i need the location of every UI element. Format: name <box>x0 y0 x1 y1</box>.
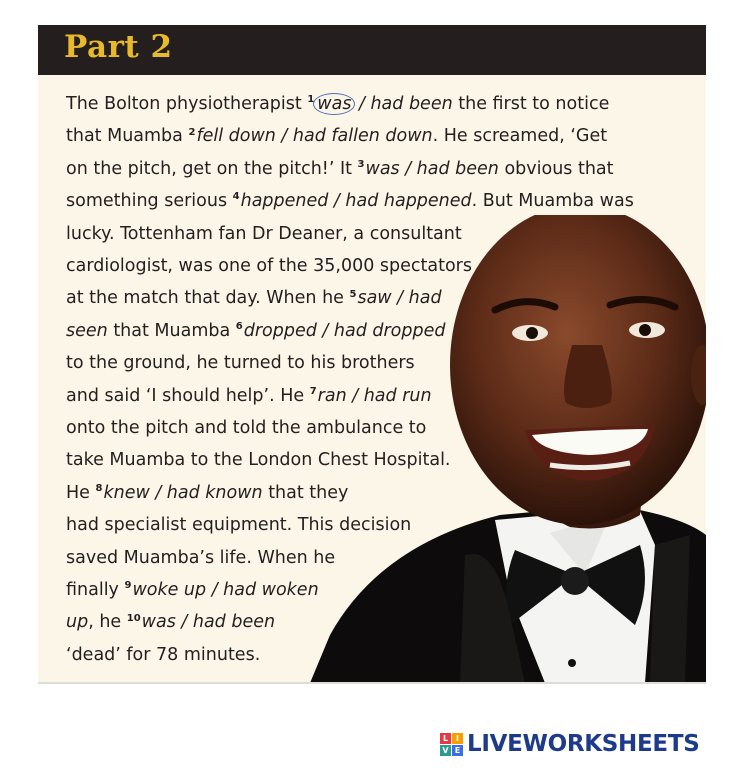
answer-options: up <box>66 612 89 633</box>
part-title: Part 2 <box>64 29 173 65</box>
text-line <box>66 157 614 181</box>
liveworksheets-logo <box>440 729 699 759</box>
answer-options: / had been <box>353 94 453 114</box>
question-number: 6 <box>235 320 243 332</box>
text-segment: that Muamba <box>66 126 189 147</box>
text-segment: The Bolton physiotherapist <box>66 94 308 114</box>
text-line <box>66 92 609 116</box>
text-segment: had specialist equipment. This decision <box>66 515 412 536</box>
text-segment: that Muamba <box>107 320 236 341</box>
question-number: 4 <box>232 191 240 203</box>
text-segment: obvious that <box>498 158 614 179</box>
text-segment: . He screamed, ‘Get <box>432 126 608 147</box>
logo-square: V <box>440 745 451 756</box>
text-line <box>66 578 319 602</box>
question-number: 10 <box>126 612 141 624</box>
text-segment: onto the pitch and told the ambulance to <box>66 418 427 438</box>
logo-square: E <box>452 745 463 756</box>
answer-options: fell down / had fallen down <box>196 126 433 147</box>
answer-options: saw / had <box>357 288 442 309</box>
live-logo-icon <box>440 733 463 756</box>
text-segment: saved Muamba’s life. When he <box>66 547 336 568</box>
text-line <box>66 513 411 537</box>
answer-options: woke up / had woken <box>132 580 319 600</box>
text-line <box>66 448 451 472</box>
text-line <box>66 416 426 440</box>
text-line <box>66 222 462 246</box>
question-number: 9 <box>124 580 132 592</box>
answer-options: happened / had happened <box>240 191 472 212</box>
answer-options: was / had been <box>141 612 276 633</box>
text-segment: that they <box>262 482 349 503</box>
text-line <box>66 286 442 310</box>
question-number: 8 <box>95 482 103 494</box>
exercise-card <box>38 25 706 683</box>
text-segment: ‘dead’ for 78 minutes. <box>66 644 261 665</box>
answer-options: was / had been <box>365 158 499 179</box>
text-segment: lucky. Tottenham fan Dr Deaner, a consultant <box>66 223 462 244</box>
question-number: 1 <box>307 94 315 106</box>
text-line <box>66 351 415 375</box>
text-segment: at the match that day. When he <box>66 288 350 309</box>
text-segment: , he <box>88 612 127 633</box>
text-line <box>66 643 260 667</box>
text-line <box>66 124 607 148</box>
question-number: 2 <box>188 126 196 138</box>
part-header <box>38 25 706 75</box>
text-line <box>66 481 348 505</box>
text-line <box>66 254 472 278</box>
text-segment: . But Muamba was <box>471 191 634 212</box>
text-segment: the first to notice <box>452 94 610 114</box>
text-segment: and said ‘I should help’. He <box>66 385 310 406</box>
logo-text: LIVEWORKSHEETS <box>467 731 700 757</box>
text-segment: something serious <box>66 191 233 212</box>
answer-options: seen <box>66 320 108 341</box>
circled-answer: was <box>313 93 355 115</box>
text-segment: take Muamba to the London Chest Hospital. <box>66 450 451 471</box>
text-line <box>66 189 634 213</box>
logo-square: L <box>440 733 451 744</box>
question-number: 3 <box>357 158 365 170</box>
text-segment: He <box>66 482 96 503</box>
text-line <box>66 319 445 343</box>
text-segment: cardiologist, was one of the 35,000 spectators <box>66 256 472 276</box>
text-line <box>66 546 335 570</box>
text-line <box>66 384 432 408</box>
text-segment: on the pitch, get on the pitch!’ It <box>66 158 358 179</box>
text-segment: to the ground, he turned to his brothers <box>66 353 415 374</box>
question-number: 5 <box>349 288 357 300</box>
answer-options: ran / had run <box>317 385 432 406</box>
text-segment: finally <box>66 580 125 600</box>
answer-options: knew / had known <box>103 482 263 503</box>
text-line <box>66 610 275 634</box>
answer-options: dropped / had dropped <box>243 320 446 341</box>
question-number: 7 <box>309 385 317 397</box>
divider <box>38 682 706 684</box>
logo-square: I <box>452 733 463 744</box>
